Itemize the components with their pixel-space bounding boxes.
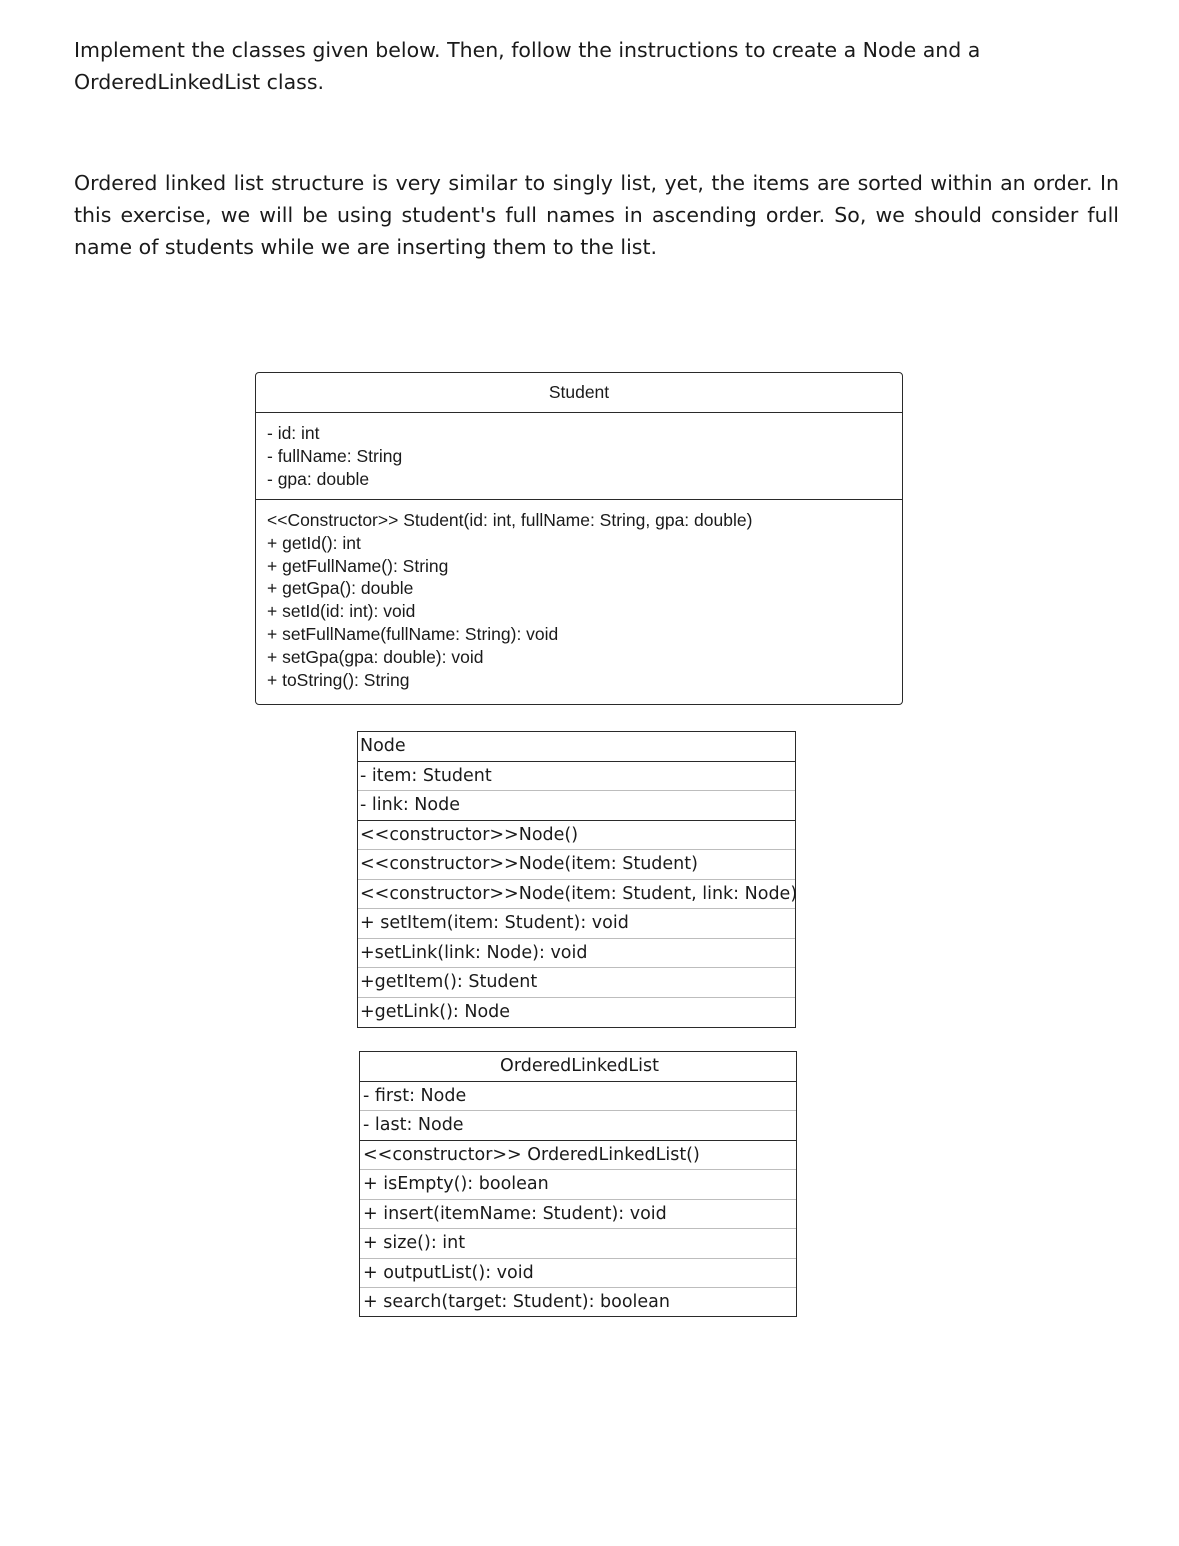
student-attributes (256, 413, 902, 500)
student-method: + setFullName(fullName: String): void (267, 623, 559, 644)
student-method: + getId(): int (267, 532, 361, 553)
node-attribute: - link: Node (358, 791, 795, 821)
ordered-linked-list-class-title: OrderedLinkedList (360, 1052, 796, 1082)
ordered-linked-list-method: + search(target: Student): boolean (363, 1292, 670, 1312)
student-method: <<Constructor>> Student(id: int, fullName: String, gpa: double) (267, 510, 753, 530)
ordered-linked-list-class-box (359, 1051, 797, 1317)
node-class-title: Node (358, 732, 795, 762)
node-attribute: - item: Student (358, 762, 795, 792)
node-class-box (357, 731, 796, 1028)
ordered-linked-list-method: + outputList(): void (360, 1259, 796, 1289)
description-paragraph: Ordered linked list structure is very similar to singly list, yet, the items are sorted within an order. In this exercise, we will be using student's full names in ascending order. So, we should consider full name of students while we are inserting them to the list. (74, 171, 1119, 259)
student-method: + getFullName(): String (267, 555, 449, 576)
node-method: <<constructor>>Node(item: Student, link: Node) (358, 880, 795, 910)
student-method: + getGpa(): double (267, 578, 414, 599)
ordered-linked-list-method: <<constructor>> OrderedLinkedList() (360, 1141, 796, 1171)
student-method: + setGpa(gpa: double): void (267, 646, 484, 667)
node-method: <<constructor>>Node() (358, 821, 795, 851)
node-method: + setItem(item: Student): void (358, 909, 795, 939)
ordered-linked-list-attribute: - last: Node (360, 1111, 796, 1141)
intro-line-2: OrderedLinkedList class. (74, 70, 325, 94)
ordered-linked-list-method: + insert(itemName: Student): void (360, 1200, 796, 1230)
student-method: + setId(id: int): void (267, 601, 416, 622)
intro-paragraph (74, 34, 1119, 98)
node-method: +setLink(link: Node): void (358, 939, 795, 969)
ordered-linked-list-attribute: - first: Node (360, 1082, 796, 1112)
node-method: +getItem(): Student (358, 968, 795, 998)
node-method: +getLink(): Node (360, 1001, 511, 1022)
node-method: <<constructor>>Node(item: Student) (358, 850, 795, 880)
intro-line-1: Implement the classes given below. Then, follow the instructions to create a Node and a (74, 38, 981, 62)
student-attribute: - gpa: double (267, 468, 370, 489)
student-class-title: Student (256, 373, 902, 413)
student-attribute: - fullName: String (267, 445, 403, 466)
ordered-linked-list-method: + isEmpty(): boolean (360, 1170, 796, 1200)
student-attribute: - id: int (267, 423, 320, 443)
student-methods (256, 500, 902, 691)
ordered-linked-list-method: + size(): int (360, 1229, 796, 1259)
student-class-box (255, 372, 903, 705)
student-method: + toString(): String (267, 669, 410, 690)
